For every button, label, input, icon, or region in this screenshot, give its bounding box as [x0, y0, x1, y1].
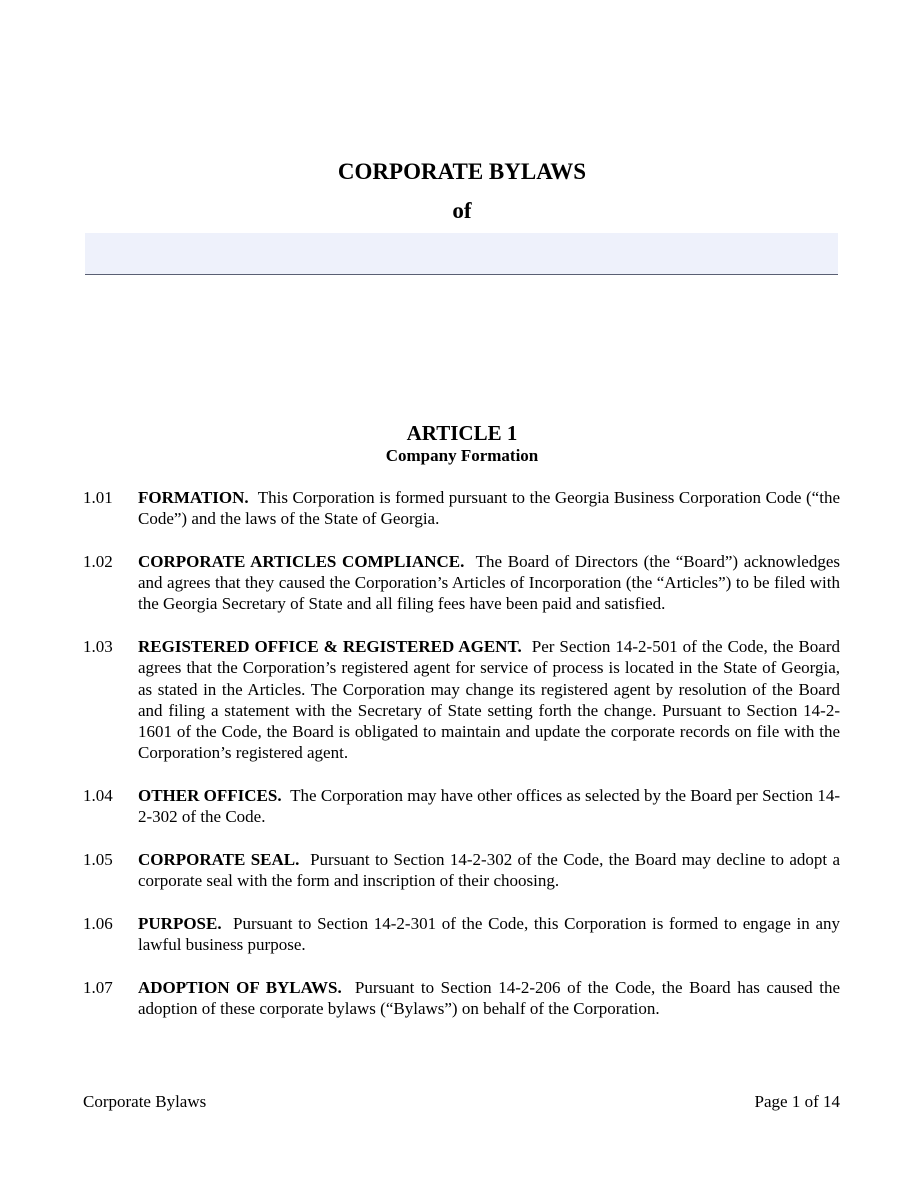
section-title: REGISTERED OFFICE & REGISTERED AGENT. [138, 637, 522, 657]
section-title: ADOPTION OF BYLAWS. [138, 978, 342, 998]
section-number: 1.02 [83, 552, 113, 571]
footer-page-number: Page 1 of 14 [754, 1092, 840, 1111]
section-1-04 [83, 785, 840, 827]
section-body [138, 977, 840, 1019]
section-body [138, 551, 840, 615]
company-name-field[interactable] [85, 233, 838, 275]
section-title: CORPORATE ARTICLES COMPLIANCE. [138, 552, 465, 571]
section-number: 1.01 [83, 488, 113, 507]
section-number: 1.03 [83, 637, 113, 657]
footer-document-name: Corporate Bylaws [83, 1092, 207, 1111]
section-number: 1.07 [83, 978, 113, 998]
section-number: 1.04 [83, 786, 113, 806]
section-text: Pursuant to Section 14-2-302 of the Code, the Board may decline to adopt a corporate seal with the form and inscription of their choosing. [138, 850, 841, 891]
section-body [138, 913, 840, 955]
section-title: CORPORATE SEAL. [138, 850, 300, 870]
section-title: PURPOSE. [138, 914, 222, 934]
section-1-03 [83, 636, 840, 763]
section-text: The Corporation may have other offices as selected by the Board per Section 14-2-302 of the Code. [138, 786, 840, 827]
section-body [138, 849, 840, 891]
section-text: This Corporation is formed pursuant to the Georgia Business Corporation Code (“the Code”) and the laws of the State of Georgia. [138, 488, 840, 529]
section-1-07 [83, 977, 840, 1019]
section-1-06 [83, 913, 840, 955]
section-number: 1.05 [83, 850, 113, 870]
section-1-01 [83, 487, 840, 529]
section-body [138, 487, 840, 529]
section-1-05 [83, 849, 840, 891]
section-title: OTHER OFFICES. [138, 786, 282, 806]
section-number: 1.06 [83, 914, 113, 934]
section-text: The Board of Directors (the “Board”) acknowledges and agrees that they caused the Corporation’s Articles of Incorporation (the “Articles”) to be filed with the Georgia Secretary of State and all filing fees have been paid and satisfied. [138, 552, 841, 614]
document-title: CORPORATE BYLAWS [337, 159, 587, 184]
section-body [138, 636, 840, 763]
section-text: Pursuant to Section 14-2-206 of the Code, the Board has caused the adoption of these corporate bylaws (“Bylaws”) on behalf of the Corporation. [138, 978, 840, 1019]
article-subheading: Company Formation [385, 446, 539, 465]
document-of-label: of [452, 198, 472, 223]
section-text: Per Section 14-2-501 of the Code, the Board agrees that the Corporation’s registered agent for service of process is located in the State of Georgia, as stated in the Articles. The Corporation may change its registered agent by resolution of the Board and filing a statement with the Secretary of State setting forth the change. Pursuant to Section 14-2-1601 of the Code, the Board is obligated to maintain and update the corporate records on file with the Corporation’s registered agent. [138, 637, 840, 763]
section-title: FORMATION. [138, 488, 249, 507]
section-text: Pursuant to Section 14-2-301 of the Code, this Corporation is formed to engage in any lawful business purpose. [138, 914, 841, 955]
section-body [138, 785, 840, 827]
article-heading: ARTICLE 1 [406, 421, 518, 445]
section-1-02 [83, 551, 840, 615]
section-list [83, 487, 840, 1041]
